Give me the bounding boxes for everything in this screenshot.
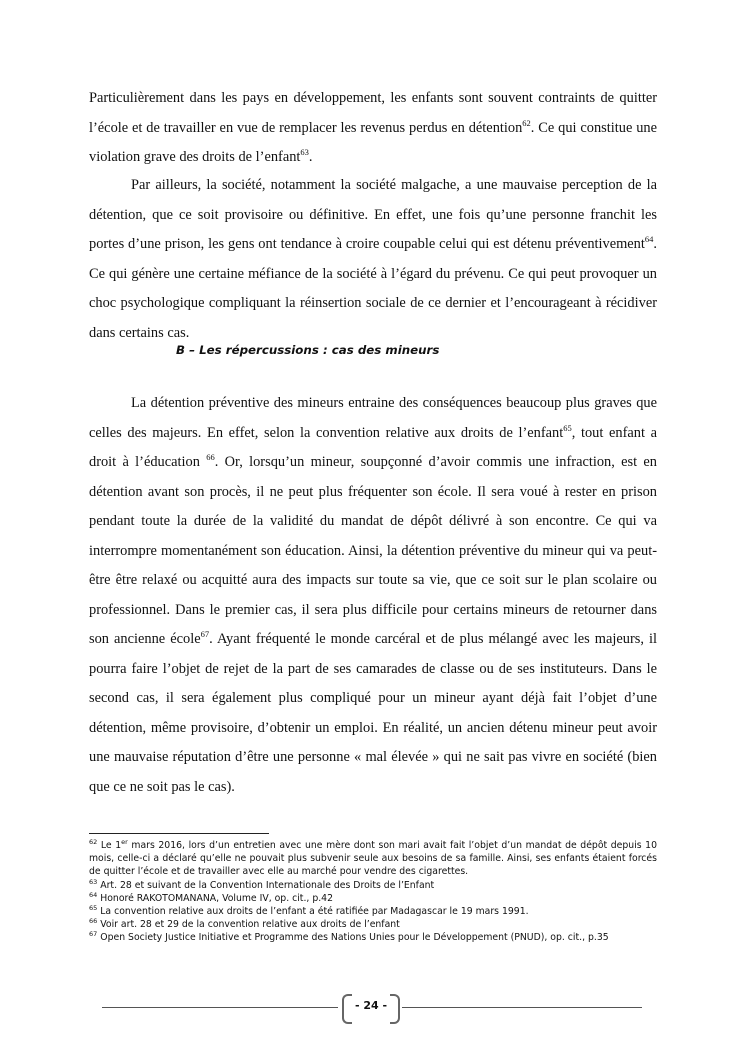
paragraph-3-text-a: La détention préventive des mineurs entraine des conséquences beaucoup plus graves que celles des majeurs. En effet, selon la convention relative aux droits de l’enfant (89, 395, 657, 441)
paragraph-2-text-b: . Ce qui génère une certaine méfiance de la société à l’égard du prévenu. Ce qui peut provoquer un choc psychologique compliquant la réinsertion sociale de ce dernier et l’encourageant à récidiver dans certains cas. (89, 236, 657, 341)
paragraph-1 (89, 84, 657, 173)
paragraph-3-text-c: . Or, lorsqu’un mineur, soupçonné d’avoir commis une infraction, est en détention avant son procès, il ne peut plus fréquenter son école. Il sera voué à rester en prison pendant toute la durée de la validité du mandat de dépôt délivré à son encontre. Ce qui va interrompre momentanément son éducation. Ainsi, la détention préventive du mineur qui va peut-être être relaxé ou acquitté aura des impacts sur toute sa vie, que ce soit sur le plan scolaire ou professionnel. Dans le premier cas, il sera plus difficile pour certains mineurs de retourner dans son ancienne école (89, 454, 657, 647)
footnote-text: mars 2016, lors d’un entretien avec une mère dont son mari avait fait l’objet d’un mandat de dépôt depuis 10 mois, celle-ci a déclaré qu’elle ne pouvait plus subvenir seule aux besoins de sa famille. Ainsi, ses enfants étaient forcés de quitter l’école et de travailler avec elle au marché pour vendre des cigarettes. (89, 840, 657, 878)
footnote-ref-64[interactable]: 64 (644, 234, 654, 245)
paragraph-1-text-a: Particulièrement dans les pays en développement, les enfants sont souvent contraints de quitter l’école et de travailler en vue de remplacer les revenus perdus en détention (89, 90, 657, 136)
paragraph-3 (89, 389, 657, 802)
footnote-ref-62[interactable]: 62 (522, 117, 531, 128)
footnote-number: 64 (89, 890, 98, 899)
paragraph-3-text-b: , tout enfant a droit à l’éducation (89, 424, 657, 470)
footnote-ref-63[interactable]: 63 (300, 147, 309, 158)
footnote-number: 66 (89, 917, 98, 926)
footnote-66 (89, 918, 657, 931)
page-number-brace-right (390, 994, 400, 1024)
footnote-ref-67[interactable]: 67 (200, 629, 210, 640)
footnote-ordinal: er (121, 837, 128, 846)
footnote-65 (89, 905, 657, 918)
footnote-62 (89, 839, 657, 879)
footnote-separator (89, 833, 269, 834)
paragraph-1-text-b: . Ce qui constitue une violation grave des droits de l’enfant (89, 119, 657, 165)
footnote-number: 67 (89, 930, 98, 939)
footnote-number: 62 (89, 837, 98, 846)
paragraph-2-text-a: Par ailleurs, la société, notamment la société malgache, a une mauvaise perception de la détention, que ce soit provisoire ou définitive. En effet, une fois qu’une personne franchit les portes d’une prison, les gens ont tendance à croire coupable celui qui est détenu préventivement (89, 177, 657, 252)
footnote-63 (89, 879, 657, 892)
footnotes (89, 839, 657, 945)
footnote-text: Art. 28 et suivant de la Convention Internationale des Droits de l’Enfant (100, 879, 435, 891)
footnote-text: Open Society Justice Initiative et Programme des Nations Unies pour le Développement (PNUD), op. cit., p.35 (100, 932, 609, 944)
footnote-text: La convention relative aux droits de l’enfant a été ratifiée par Madagascar le 19 mars 1991. (100, 906, 529, 918)
footnote-text: Le 1 (100, 840, 122, 851)
footnote-number: 63 (89, 877, 98, 886)
footnote-ref-65[interactable]: 65 (563, 422, 572, 433)
paragraph-3-text-d: . Ayant fréquenté le monde carcéral et de plus mélangé avec les majeurs, il pourra faire l’objet de rejet de la part de ses camarades de classe ou de ses instituteurs. Dans le second cas, il sera également plus compliqué pour un mineur ayant déjà fait l’objet d’une détention, même provisoire, d’obtenir un emploi. En réalité, un ancien détenu mineur peut avoir une mauvaise réputation d’être une personne « mal élevée » qui ne sait pas vivre en société (bien que ce ne soit pas le cas). (89, 631, 657, 795)
page-footer-line-left (102, 1007, 338, 1008)
footnote-ref-66[interactable]: 66 (206, 452, 215, 463)
footnote-number: 65 (89, 903, 98, 912)
footnote-text: Voir art. 28 et 29 de la convention relative aux droits de l’enfant (100, 919, 400, 931)
footnote-text: Honoré RAKOTOMANANA, Volume IV, op. cit., p.42 (100, 892, 334, 904)
paragraph-1-text-c: . (308, 149, 313, 165)
page-number: - 24 - (354, 999, 388, 1012)
footnote-64 (89, 892, 657, 905)
footnote-67 (89, 931, 657, 944)
section-heading: B – Les répercussions : cas des mineurs (176, 343, 440, 357)
paragraph-2 (89, 171, 657, 348)
page-footer-line-right (402, 1007, 642, 1008)
